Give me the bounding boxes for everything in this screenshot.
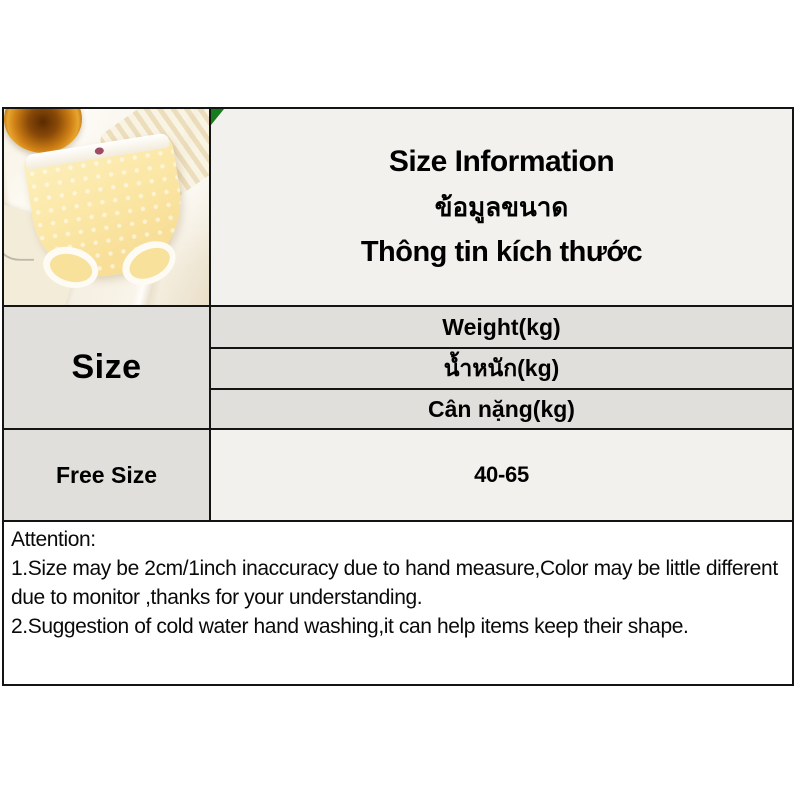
card-sketch — [4, 239, 34, 261]
weight-header-thai: น้ำหนัก(kg) — [211, 349, 792, 388]
size-info-sheet — [2, 107, 794, 686]
title-block — [211, 109, 792, 305]
attention-note-1: 1.Size may be 2cm/1inch inaccuracy due to hand measure,Color may be little different due to monitor ,thanks for your understanding. — [11, 557, 778, 609]
green-corner-marker-icon — [211, 109, 224, 125]
title-english: Size Information — [388, 145, 615, 178]
weight-header-english: Weight(kg) — [211, 307, 792, 347]
title-vietnamese: Thông tin kích thước — [360, 236, 643, 268]
lace-panties-image — [23, 132, 192, 286]
weight-header-vietnamese: Cân nặng(kg) — [211, 390, 792, 428]
attention-note-2: 2.Suggestion of cold water hand washing,it can help items keep their shape. — [11, 615, 689, 638]
product-photo — [4, 109, 209, 305]
table-row-size-label: Free Size — [4, 430, 209, 520]
attention-heading: Attention: — [11, 528, 96, 551]
table-row-weight-value: 40-65 — [211, 430, 792, 520]
size-column-header: Size — [4, 307, 209, 428]
title-thai: ข้อมูลขนาด — [434, 192, 569, 222]
attention-section — [4, 522, 792, 684]
